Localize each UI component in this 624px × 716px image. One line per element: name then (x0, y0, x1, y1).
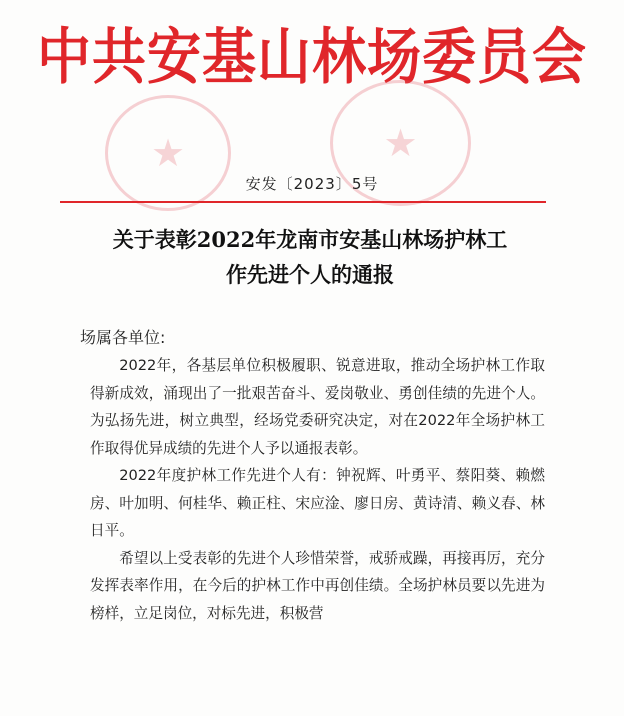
title-line-1: 关于表彰2022年龙南市安基山林场护林工 (112, 227, 508, 252)
red-divider (60, 201, 546, 203)
org-header-title: 中共安基山林场委员会 (37, 21, 587, 92)
body-paragraph: 2022年，各基层单位积极履职、锐意进取，推动全场护林工作取得新成效，涌现出了一批艰苦奋斗、爱岗敬业、勇创佳绩的先进个人。为弘扬先进，树立典型，经场党委研究决定，对在2022年全场护林工作取得优异成绩的先进个人予以通报表彰。 (90, 357, 545, 457)
salutation: 场属各单位: (80, 328, 166, 347)
body-paragraph: 希望以上受表彰的先进个人珍惜荣誉，戒骄戒躁，再接再厉，充分发挥表率作用，在今后的护林工作中再创佳绩。全场护林员要以先进为榜样，立足岗位，对标先进，积极营 (90, 549, 545, 622)
body-paragraph: 2022年度护林工作先进个人有：钟祝辉、叶勇平、蔡阳葵、赖燃房、叶加明、何桂华、赖正柱、宋应淦、廖日房、黄诗清、赖义春、林日平。 (90, 467, 545, 539)
seal-star-icon: ★ (150, 131, 186, 175)
title-line-2: 作先进个人的通报 (226, 262, 394, 287)
document-body (90, 352, 545, 627)
seal-star-icon: ★ (383, 121, 418, 165)
document-title (60, 222, 560, 292)
document-number: 安发〔2023〕5号 (245, 175, 379, 193)
